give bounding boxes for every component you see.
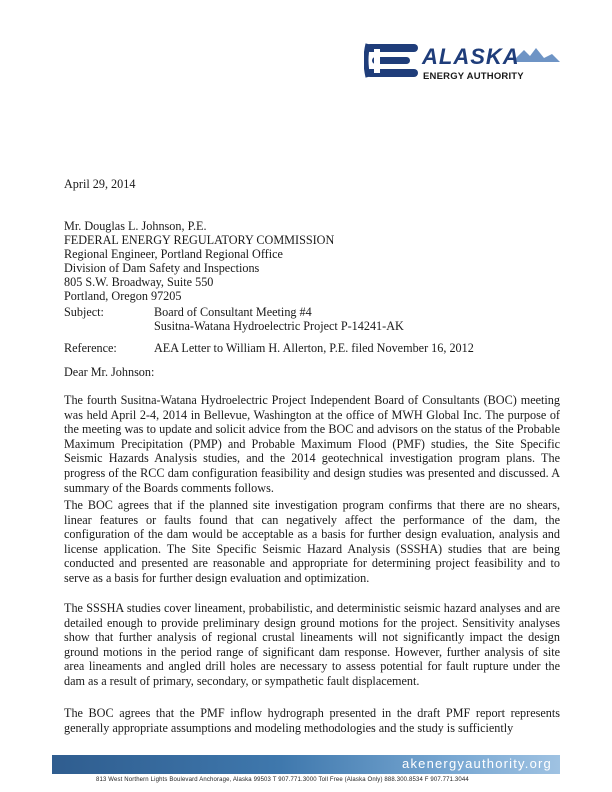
subject-line: Susitna-Watana Hydroelectric Project P-14241-AK xyxy=(154,319,404,333)
reference-label: Reference: xyxy=(64,341,117,355)
body-paragraph: The fourth Susitna-Watana Hydroelectric Project Independent Board of Consultants (BOC) meeting was held April 2-4, 2014 in Bellevue, Washington at the office of MWH Global Inc. The purpose of the meeting was to update and solicit advice from the BOC and advisors on the status of the Probable Maximum Precipitation (PMP) and Probable Maximum Flood (PMF) studies, the Site Specific Seismic Hazards Analysis studies, and the 2014 geotechnical investigation program plans. The progress of the RCC dam configuration feasibility and design studies was presented and discussed. A summary of the Boards comments follows. xyxy=(64,393,560,495)
subject-text xyxy=(154,305,404,333)
recipient-line: Division of Dam Safety and Inspections xyxy=(64,261,260,275)
salutation: Dear Mr. Johnson: xyxy=(64,365,155,379)
subject-label: Subject: xyxy=(64,305,104,319)
subject-line: Board of Consultant Meeting #4 xyxy=(154,305,312,319)
footer-address: 813 West Northern Lights Boulevard Anchorage, Alaska 99503 T 907.771.3000 Toll Free (Alaska Only) 888.300.8534 F 907.771.3044 xyxy=(96,777,469,783)
letter-date: April 29, 2014 xyxy=(64,177,136,191)
footer-bar xyxy=(52,755,560,774)
footer-website-link[interactable]: akenergyauthority.org xyxy=(402,756,552,771)
recipient-line: FEDERAL ENERGY REGULATORY COMMISSION xyxy=(64,233,335,247)
alaska-energy-authority-logo xyxy=(364,40,560,96)
body-paragraph: The BOC agrees that if the planned site investigation program confirms that there are no shears, linear features or faults found that can negatively affect the performance of the dam, the configuration of the dam would be acceptable as a basis for further design evaluation, analysis and license application. The Site Specific Seismic Hazard Analysis (SSSHA) studies that are being conducted and presented are reasonable and appropriate for determining project feasibility and to serve as a basis for further design evaluation and optimization. xyxy=(64,498,560,585)
body-paragraph: The BOC agrees that the PMF inflow hydrograph presented in the draft PMF report represents generally appropriate assumptions and modeling methodologies and the study is sufficiently xyxy=(64,706,560,735)
recipient-line: Mr. Douglas L. Johnson, P.E. xyxy=(64,219,207,233)
recipient-address xyxy=(64,219,334,303)
body-paragraph: The SSSHA studies cover lineament, probabilistic, and deterministic seismic hazard analyses and are detailed enough to provide preliminary design ground motions for the project. Sensitivity analyses show that further analysis of regional crustal lineaments will not significantly impact the design ground motions in the period range of significant dam response. However, further analysis of site area lineaments and angled drill holes are necessary to assess potential for fault rupture under the dam as a result of primary, secondary, or sympathetic fault displacement. xyxy=(64,601,560,688)
recipient-line: Regional Engineer, Portland Regional Office xyxy=(64,247,283,261)
logo-subtitle: ENERGY AUTHORITY xyxy=(423,71,524,82)
recipient-line: 805 S.W. Broadway, Suite 550 xyxy=(64,275,214,289)
recipient-line: Portland, Oregon 97205 xyxy=(64,289,182,303)
reference-text: AEA Letter to William H. Allerton, P.E. filed November 16, 2012 xyxy=(154,341,474,355)
logo-name: ALASKA xyxy=(422,44,520,69)
